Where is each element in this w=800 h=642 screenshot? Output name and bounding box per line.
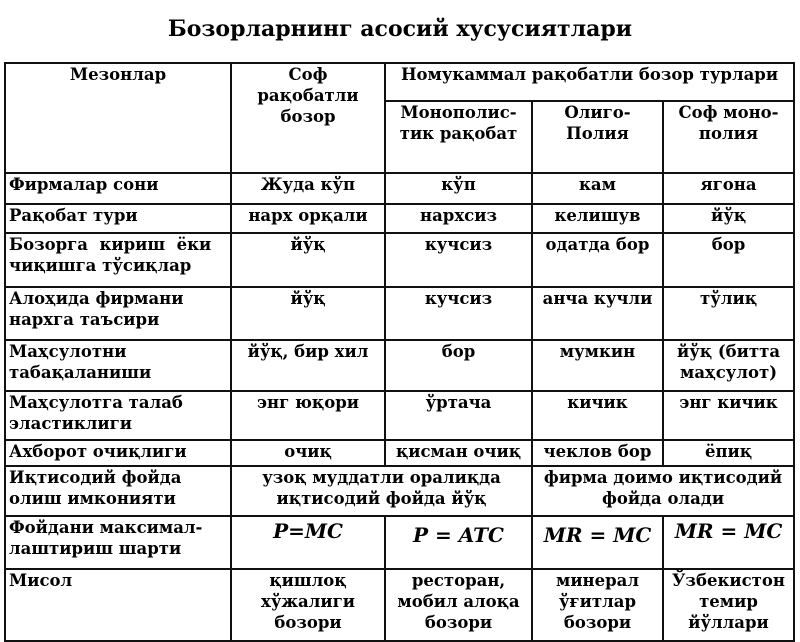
criterion-cell: Бозорга кириш ёки чиқишга тўсиқлар: [5, 233, 231, 287]
perfect-cell: нарх орқали: [231, 204, 385, 233]
monopolistic-cell: кучсиз: [385, 287, 532, 340]
header-monopolistic: Монополис- тик рақобат: [385, 101, 532, 173]
table-row: [5, 233, 794, 287]
oligopoly-example: минерал ўғитлар бозори: [532, 569, 663, 641]
criterion-cell: Фирмалар сони: [5, 173, 231, 204]
oligopoly-cell: мумкин: [532, 340, 663, 391]
monopolistic-cell: қисман очиқ: [385, 440, 532, 466]
header-perfect-competition: Соф рақобатли бозор: [231, 63, 385, 173]
criterion-cell: Ахборот очиқлиги: [5, 440, 231, 466]
table-row: [5, 440, 794, 466]
perfect-cell: йўқ: [231, 233, 385, 287]
oligopoly-formula: MR = MC: [532, 516, 663, 569]
monopolistic-cell: нархсиз: [385, 204, 532, 233]
table-row: [5, 173, 794, 204]
criterion-cell: Маҳсулотни табақаланиши: [5, 340, 231, 391]
market-features-table: [4, 62, 795, 642]
perfect-cell: энг юқори: [231, 391, 385, 440]
criterion-cell: Алоҳида фирмани нархга таъсири: [5, 287, 231, 340]
header-oligopoly: Олиго- Полия: [532, 101, 663, 173]
perfect-cell: йўқ, бир хил: [231, 340, 385, 391]
monopoly-cell: ёпиқ: [663, 440, 794, 466]
monopoly-cell: бор: [663, 233, 794, 287]
monopolistic-cell: кучсиз: [385, 233, 532, 287]
perfect-formula: P=MC: [231, 516, 385, 569]
table-row: [5, 466, 794, 516]
profit-merged-cell: фирма доимо иқтисодий фойда олади: [532, 466, 794, 516]
table-row: [5, 391, 794, 440]
monopoly-cell: йўқ: [663, 204, 794, 233]
monopoly-cell: ягона: [663, 173, 794, 204]
monopolistic-cell: кўп: [385, 173, 532, 204]
monopolistic-example: ресторан, мобил алоқа бозори: [385, 569, 532, 641]
criterion-cell: Маҳсулотга талаб эластиклиги: [5, 391, 231, 440]
oligopoly-cell: одатда бор: [532, 233, 663, 287]
perfect-cell: Жуда кўп: [231, 173, 385, 204]
criterion-cell: Фойдани максимал- лаштириш шарти: [5, 516, 231, 569]
table-row: [5, 569, 794, 641]
monopoly-formula: MR = MC: [663, 516, 794, 569]
oligopoly-cell: анча кучли: [532, 287, 663, 340]
no-profit-merged-cell: узоқ муддатли оралиқда иқтисодий фойда йўқ: [231, 466, 532, 516]
oligopoly-cell: кам: [532, 173, 663, 204]
page-title: Бозорларнинг асосий хусусиятлари: [167, 16, 633, 42]
oligopoly-cell: келишув: [532, 204, 663, 233]
perfect-example: қишлоқ хўжалиги бозори: [231, 569, 385, 641]
monopoly-cell: йўқ (битта маҳсулот): [663, 340, 794, 391]
monopoly-cell: тўлиқ: [663, 287, 794, 340]
header-imperfect-competition: Номукаммал рақобатли бозор турлари: [385, 63, 794, 101]
criterion-cell: Иқтисодий фойда олиш имконияти: [5, 466, 231, 516]
monopolistic-cell: ўртача: [385, 391, 532, 440]
oligopoly-cell: чеклов бор: [532, 440, 663, 466]
header-criteria: Мезонлар: [5, 63, 231, 173]
table-row: [5, 287, 794, 340]
monopolistic-cell: бор: [385, 340, 532, 391]
perfect-cell: йўқ: [231, 287, 385, 340]
header-monopoly: Соф моно- полия: [663, 101, 794, 173]
monopolistic-formula: P = ATC: [385, 516, 532, 569]
monopoly-cell: энг кичик: [663, 391, 794, 440]
table-row: [5, 340, 794, 391]
table-row: [5, 516, 794, 569]
monopoly-example: Ўзбекистон темир йўллари: [663, 569, 794, 641]
table-row: [5, 204, 794, 233]
criterion-cell: Рақобат тури: [5, 204, 231, 233]
perfect-cell: очиқ: [231, 440, 385, 466]
criterion-cell: Мисол: [5, 569, 231, 641]
oligopoly-cell: кичик: [532, 391, 663, 440]
